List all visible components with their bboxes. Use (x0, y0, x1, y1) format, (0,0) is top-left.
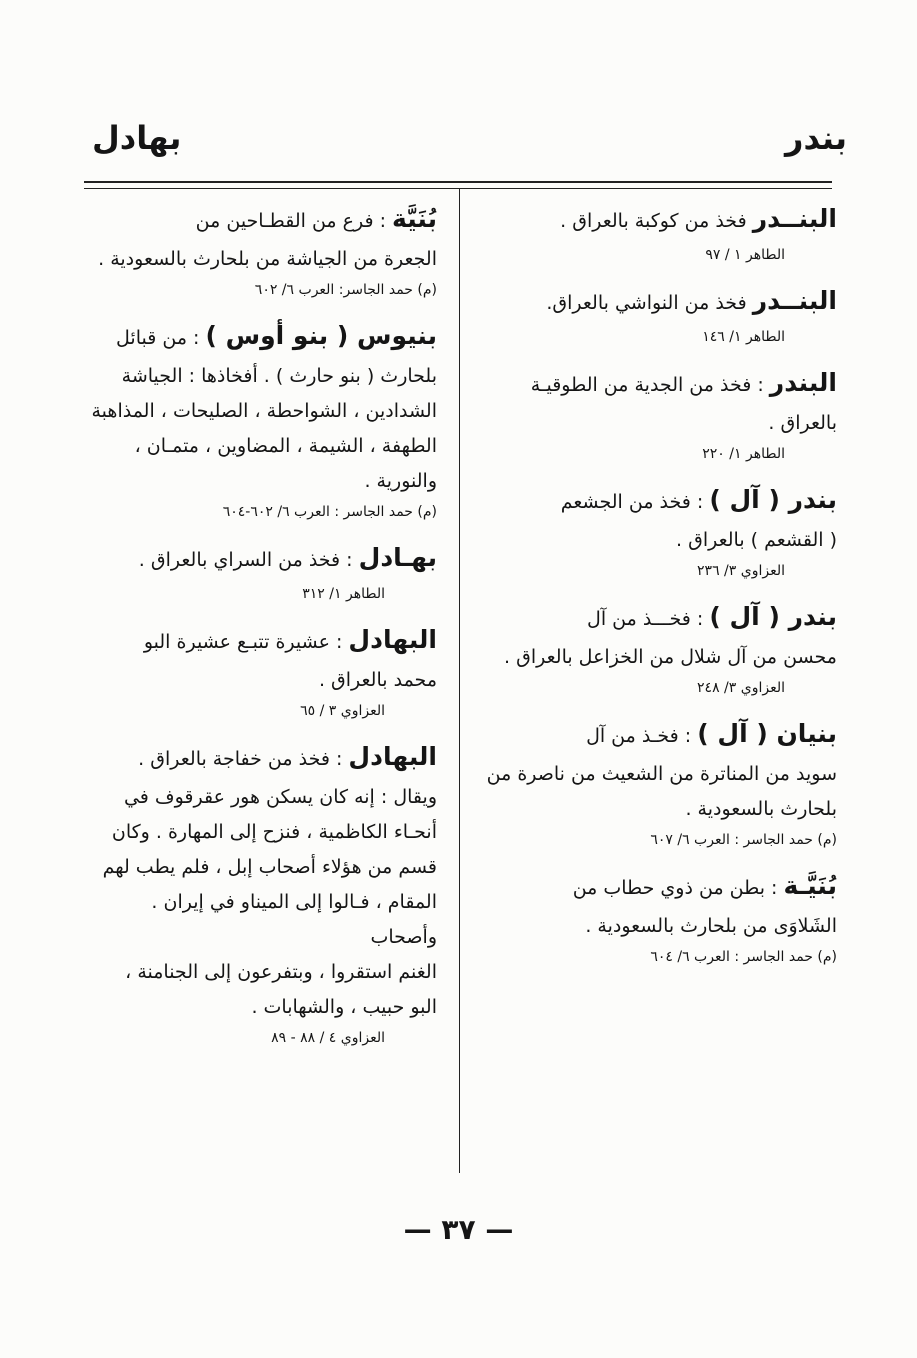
entry-source: العزاوي ٣ / ٦٥ (300, 703, 385, 719)
page-number: — ٣٧ — (403, 1213, 514, 1246)
entry-definition: : من قبائل (116, 327, 200, 349)
entry-source: الطاهر ١/ ٣١٢ (302, 586, 385, 602)
entry-term: بُنَيَّـة (783, 871, 837, 900)
entry-term: البنــدر (752, 286, 837, 315)
entry-definition: : فخذ من الجشعم (560, 491, 704, 513)
entry (82, 198, 437, 303)
entry-definition: : بطن من ذوي حطاب من (572, 877, 778, 899)
entry (82, 619, 437, 724)
entry-definition: : فرع من القطـاحين من (195, 210, 386, 232)
entry-continuation: ( القشعم ) بالعراق . (676, 529, 837, 551)
entry-source: الطاهر ١/ ٢٢٠ (702, 446, 785, 462)
entry (482, 865, 837, 970)
entry-term: بنيوس ( بنو أوس ) (205, 321, 437, 350)
entry-source: الطاهر ١ / ٩٧ (705, 247, 785, 263)
entry-source: العزاوي ٣/ ٢٣٦ (697, 563, 785, 579)
running-head-right: بندر (785, 119, 847, 157)
entry-source: (م) حمد الجاسر : العرب ٦/ ٦٠٢-٦٠٤ (222, 504, 437, 520)
entry-term: البهادل (348, 625, 437, 654)
entry-term: بندر ( آل ) (709, 602, 837, 631)
entry (482, 596, 837, 701)
entry (82, 537, 437, 607)
entry (482, 713, 837, 853)
entry-continuation: محسن من آل شلال من الخزاعل بالعراق . (504, 646, 837, 668)
entry (482, 280, 837, 350)
running-head-left: بهادل (92, 119, 182, 157)
entry-source: العزاوي ٣/ ٢٤٨ (697, 680, 785, 696)
entry-source: (م) حمد الجاسر : العرب ٦/ ٦٠٧ (650, 832, 837, 848)
left-column (82, 198, 437, 1063)
entry-term: البهادل (348, 742, 437, 771)
entry-definition: فخذ من النواشي بالعراق. (546, 292, 747, 314)
entry-term: بنيان ( آل ) (697, 719, 837, 748)
entry-continuation: الطهفة ، الشيمة ، المضاوين ، متمـان ، (134, 435, 437, 457)
entry-definition: : فخذ من الجدية من الطوقيـة (530, 374, 764, 396)
entry-continuation: أنحـاء الكاظمية ، فنزح إلى المهارة . وكان (111, 821, 437, 843)
entry-continuation: الشدادين ، الشواحطة ، الصليحات ، المذاهبة (91, 400, 437, 422)
entry-continuation: والنورية . (364, 470, 437, 492)
entry-continuation: البو حبيب ، والشهابات . (251, 996, 437, 1018)
column-divider (459, 188, 460, 1173)
entry-continuation: سويد من المناترة من الشعيث من ناصرة من (486, 763, 837, 785)
entry-continuation: المقام ، فـالوا إلى الميناو في إيران . وأصحاب (151, 891, 437, 948)
entry-source: (م) حمد الجاسر: العرب ٦/ ٦٠٢ (254, 282, 437, 298)
header-rule (84, 181, 832, 183)
entry-term: البنــدر (752, 204, 837, 233)
entry-continuation: الجعرة من الجياشة من بلحارث بالسعودية . (98, 248, 437, 270)
entry-term: البندر (769, 368, 837, 397)
entry (82, 315, 437, 525)
entry-term: بندر ( آل ) (709, 485, 837, 514)
entry-definition: : فخذ من السراي بالعراق . (138, 549, 353, 571)
right-column (482, 198, 837, 982)
entry-source: العزاوي ٤ / ٨٨ - ٨٩ (271, 1030, 385, 1046)
entry-definition: : فخـذ من آل (586, 725, 692, 747)
entry-definition: فخذ من كوكبة بالعراق . (560, 210, 747, 232)
entry-term: بُنَيَّة (392, 204, 437, 233)
header-rule-thin (84, 188, 832, 189)
entry-source: الطاهر ١/ ١٤٦ (702, 329, 785, 345)
entry-source: (م) حمد الجاسر : العرب ٦/ ٦٠٤ (650, 949, 837, 965)
entry-continuation: بلحارث بالسعودية . (685, 798, 837, 820)
entry-continuation: ويقال : إنه كان يسكن هور عقرقوف في (123, 786, 437, 808)
entry-definition: : عشيرة تتبـع عشيرة البو (143, 631, 343, 653)
entry-definition: : فخـــذ من آل (587, 608, 704, 630)
entry-continuation: الشَلاوَى من بلحارث بالسعودية . (585, 915, 837, 937)
entry-term: بهـادل (358, 543, 437, 572)
entry-continuation: بالعراق . (768, 412, 837, 434)
entry (482, 198, 837, 268)
entry (482, 479, 837, 584)
entry (82, 736, 437, 1051)
entry-continuation: الغنم استقروا ، وبتفرعون إلى الجنامنة ، (125, 961, 437, 983)
entry-definition: : فخذ من خفاجة بالعراق . (138, 748, 343, 770)
entry-continuation: بلحارث ( بنو حارث ) . أفخاذها : الجياشة (121, 365, 437, 387)
entry-continuation: محمد بالعراق . (318, 669, 437, 691)
entry (482, 362, 837, 467)
entry-continuation: قسم من هؤلاء أصحاب إبل ، فلم يطب لهم (102, 856, 437, 878)
